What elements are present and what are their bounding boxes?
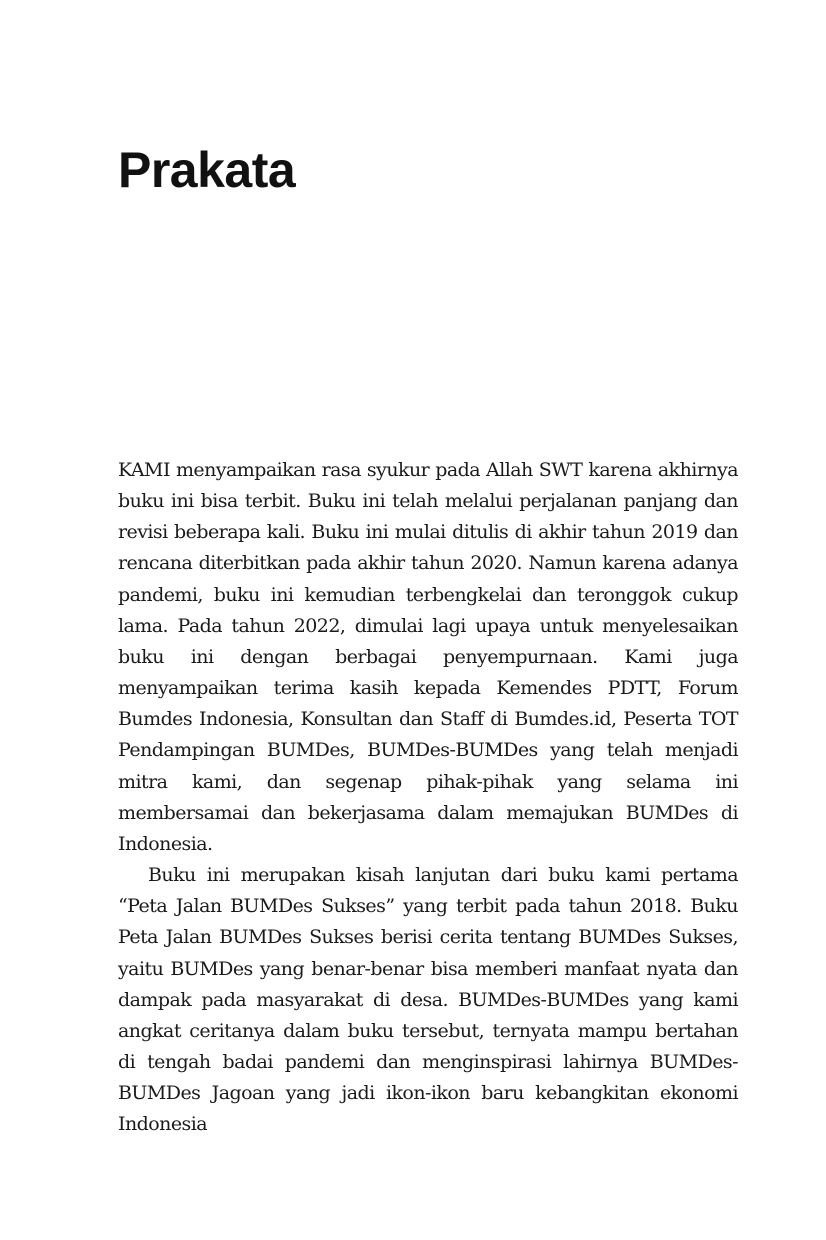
chapter-title: Prakata [118,142,296,198]
chapter-body [118,455,738,1140]
paragraph-2: Buku ini merupakan kisah lanjutan dari buku kami pertama “Peta Jalan BUMDes Sukses” yang terbit pada tahun 2018. Buku Peta Jalan BUMDes Sukses berisi cerita tentang BUMDes Sukses, yaitu BUMDes yang benar-benar bisa memberi manfaat nyata dan dampak pada masyarakat di desa. BUMDes-BUMDes yang kami angkat ceritanya dalam buku tersebut, ternyata mampu bertahan di tengah badai pandemi dan menginspirasi lahirnya BUMDes-BUMDes Jagoan yang jadi ikon-ikon baru kebangkitan ekonomi Indonesia [118,864,738,1136]
paragraph-1: KAMI menyampaikan rasa syukur pada Allah SWT karena akhirnya buku ini bisa terbit. Buku ini telah melalui perjalanan panjang dan revisi beberapa kali. Buku ini mulai ditulis di akhir tahun 2019 dan rencana diterbitkan pada akhir tahun 2020. Namun karena adanya pandemi, buku ini kemudian terbengkelai dan teronggok cukup lama. Pada tahun 2022, dimulai lagi upaya untuk menyelesaikan buku ini dengan berbagai penyempurnaan. Kami juga menyampaikan terima kasih kepada Kemendes PDTT, Forum Bumdes Indonesia, Konsultan dan Staff di Bumdes.id, Peserta TOT Pendampingan BUMDes, BUMDes-BUMDes yang telah menjadi mitra kami, dan segenap pihak-pihak yang selama ini membersamai dan bekerjasama dalam memajukan BUMDes di Indonesia. [118,459,738,855]
